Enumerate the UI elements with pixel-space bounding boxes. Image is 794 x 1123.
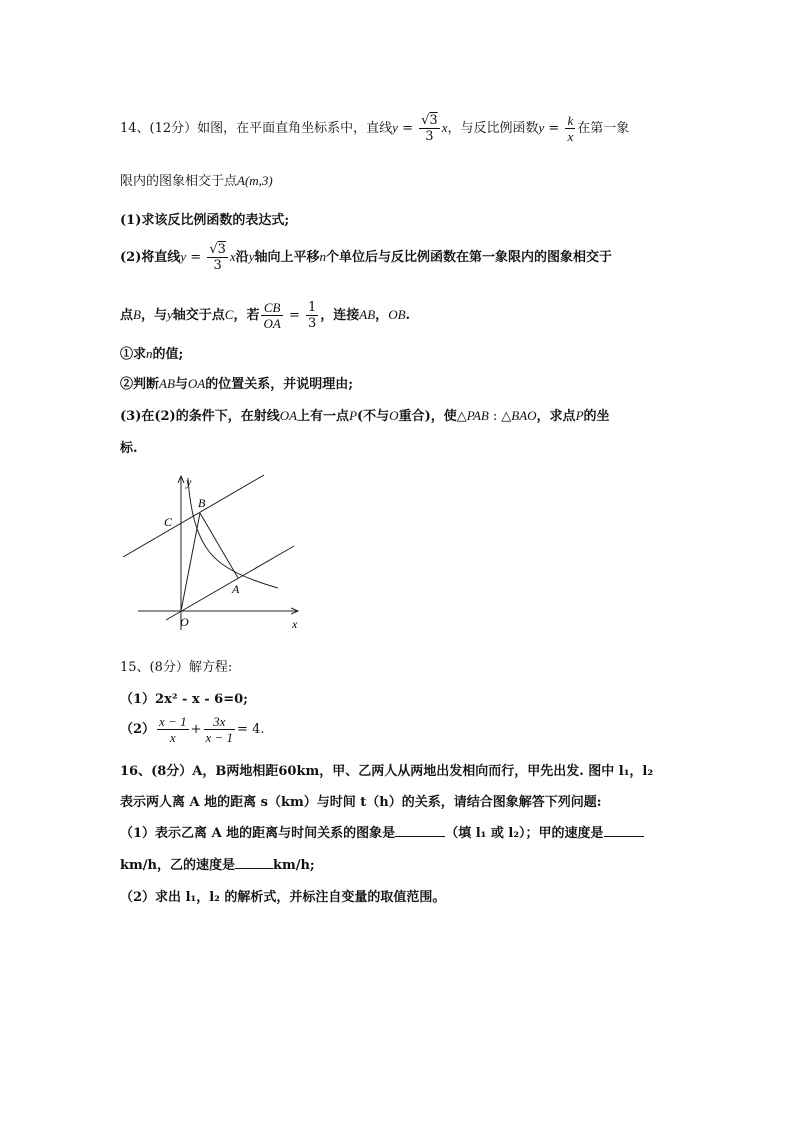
sub2-text-b: 与 — [174, 377, 188, 392]
q14-sub-1 — [120, 343, 183, 362]
part2-text-c: 轴向上平移 — [254, 250, 320, 265]
q16-l4-text-a: km/h，乙的速度是 — [120, 858, 235, 873]
part2-text-d: 个单位后与反比例函数在第一象限内的图象相交于 — [325, 250, 612, 265]
segment-ab: AB — [159, 376, 175, 391]
eq2-rhs: = 4 — [237, 722, 261, 737]
q14-part-3 — [120, 405, 610, 424]
part3-text-f: 的坐 — [583, 409, 610, 424]
equals-sign: = — [544, 121, 564, 136]
denominator-oa: OA — [263, 316, 281, 331]
triangle-pab: △PAB — [456, 408, 489, 423]
l5-text-c: 轴交于点 — [172, 308, 225, 323]
part2-text-b: 沿 — [235, 250, 249, 265]
var-y: y — [392, 120, 398, 135]
segment-ob — [181, 513, 200, 611]
answer-blank-2[interactable] — [604, 836, 644, 837]
sqrt-3: 3 — [429, 113, 438, 128]
comma: ， — [375, 308, 389, 323]
answer-blank-3[interactable] — [235, 868, 273, 869]
var-y: y — [538, 120, 545, 135]
triangle-bao: △BAO — [501, 408, 537, 423]
equals-sign: = — [284, 308, 304, 323]
q14-line-5 — [120, 300, 410, 331]
q14-intro-3: 在第一象 — [577, 121, 630, 136]
plus-sign: + — [190, 722, 202, 737]
q16-l4-text-b: km/h; — [272, 858, 315, 873]
fraction-2-den: x − 1 — [205, 730, 234, 745]
denominator-3: 3 — [213, 258, 222, 273]
sub1-text-a: ①求 — [120, 347, 147, 362]
eq2-label: （2） — [120, 722, 156, 737]
q14-intro-2: ，与反比例函数 — [447, 121, 539, 136]
var-y: y — [248, 249, 255, 264]
point-p: P — [575, 408, 584, 423]
q16-l3-text-a: （1）表示乙离 A 地的距离与时间关系的图象是 — [120, 826, 396, 841]
q14-line-2 — [120, 170, 273, 189]
label-o: O — [180, 615, 189, 629]
sub1-text-b: 的值; — [152, 347, 184, 362]
q16-line-3 — [120, 822, 644, 841]
var-y: y — [180, 249, 187, 264]
fraction-1-num: x − 1 — [159, 714, 187, 729]
label-c: C — [164, 515, 173, 529]
similar-sign: : — [492, 409, 498, 424]
line-oa — [166, 546, 294, 620]
l5-text-a: 点 — [120, 308, 134, 323]
q14-intro-4: 限内的图象相交于点 — [120, 174, 238, 189]
q16-line-1: 16、(8分）A，B两地相距60km，甲、乙两人从两地出发相向而行，甲先出发. 图中 l₁，l₂ — [120, 764, 654, 779]
var-x: x — [229, 249, 236, 264]
point-p: P — [349, 408, 358, 423]
var-n: n — [319, 249, 326, 264]
period: . — [405, 308, 411, 323]
q16-line-5: （2）求出 l₁，l₂ 的解析式，并标注自变量的取值范围。 — [120, 890, 446, 905]
label-a: A — [232, 582, 240, 596]
point-c: C — [224, 307, 234, 322]
l5-text-b: ，与 — [140, 308, 167, 323]
segment-ab — [200, 513, 238, 578]
hyperbola-curve — [188, 478, 278, 588]
label-y: y — [186, 475, 192, 489]
numerator-cb: CB — [261, 300, 282, 316]
fraction-2-num: 3x — [204, 714, 236, 730]
equals-sign: = — [186, 250, 206, 265]
part3-text-e: ，求点 — [536, 409, 576, 424]
fraction-k-over-x — [565, 113, 575, 144]
sqrt-3: 3 — [217, 242, 226, 257]
segment-ob: OB — [388, 307, 406, 322]
l5-text-e: ，连接 — [320, 308, 360, 323]
fraction-sqrt3-over-3: $\frac{√3}{3}$ — [209, 242, 226, 273]
fraction-one-third — [306, 300, 318, 331]
q15-eq-1: （1）2x² - x - 6=0; — [120, 692, 248, 707]
part3-text-a: (3)在(2)的条件下，在射线 — [120, 409, 280, 424]
var-x: x — [441, 120, 448, 135]
q14-part-2 — [120, 242, 612, 273]
answer-blank-1[interactable] — [395, 836, 445, 837]
q14-part-3-cont: 标. — [120, 441, 138, 456]
part3-text-d: 重合)，使 — [398, 409, 457, 424]
equals-sign: = — [397, 121, 418, 136]
q16-line-2: 表示两人离 A 地的距离 s（km）与时间 t（h）的关系，请结合图象解答下列问题: — [120, 795, 602, 810]
fraction-2 — [204, 714, 236, 745]
numerator-k: k — [567, 113, 574, 128]
point-a-label: A(m,3) — [237, 173, 273, 188]
segment-oa: OA — [279, 408, 298, 423]
sub2-text-a: ②判断 — [120, 377, 160, 392]
var-y: y — [166, 307, 173, 322]
numerator-1: 1 — [307, 300, 317, 315]
part3-text-b: 上有一点 — [297, 409, 350, 424]
segment-oa: OA — [187, 376, 206, 391]
denominator-3: 3 — [425, 129, 434, 144]
denominator-3: 3 — [307, 316, 317, 331]
period: . — [260, 722, 265, 737]
q14-part-1: (1)求该反比例函数的表达式; — [120, 213, 290, 228]
q14-sub-2 — [120, 373, 353, 392]
q15-eq-2 — [120, 714, 264, 745]
fraction-sqrt3-over-3: $\frac{√3}{3}$ — [421, 113, 438, 144]
part2-text-a: (2)将直线 — [120, 250, 181, 265]
part3-text-c: (不与 — [357, 409, 390, 424]
coordinate-figure — [118, 470, 308, 635]
label-x: x — [292, 617, 298, 631]
q16-l3-text-b: （填 l₁ 或 l₂）；甲的速度是 — [445, 826, 604, 841]
fraction-1-den: x — [169, 730, 176, 745]
point-b: B — [133, 307, 141, 322]
segment-ab: AB — [359, 307, 376, 322]
l5-text-d: ，若 — [233, 308, 260, 323]
q15-title: 15、(8分）解方程: — [120, 660, 233, 675]
denominator-x: x — [567, 129, 574, 144]
sub2-text-c: 的位置关系，并说明理由; — [205, 377, 354, 392]
q14-intro: 14、(12分）如图，在平面直角坐标系中，直线 — [120, 121, 393, 136]
q16-line-4 — [120, 854, 315, 873]
label-b: B — [198, 496, 206, 510]
point-o: O — [389, 408, 399, 423]
var-n: n — [146, 346, 153, 361]
fraction-cb-over-oa — [261, 300, 282, 331]
q14-line-1 — [120, 113, 629, 144]
fraction-1 — [157, 714, 189, 745]
